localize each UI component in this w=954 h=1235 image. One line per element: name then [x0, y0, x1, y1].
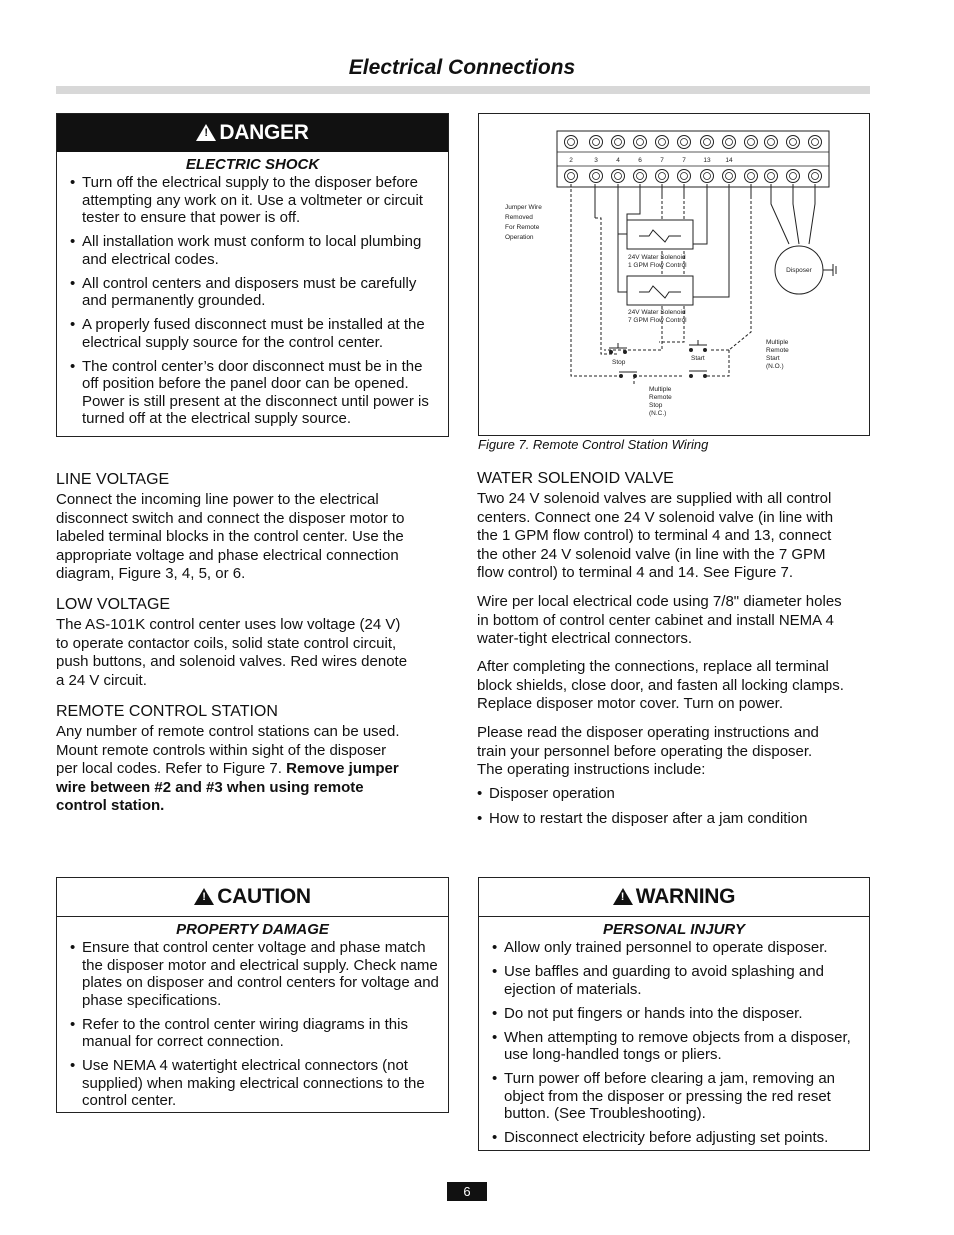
solenoid-2-label: 7 GPM Flow Control — [628, 317, 687, 324]
terminal-screw-icon — [656, 136, 669, 149]
list-item: • All installation work must conform to local plumbing and electrical codes. — [70, 233, 440, 268]
danger-subtitle: ELECTRIC SHOCK — [185, 156, 320, 173]
wiring-diagram-svg — [479, 114, 869, 435]
water-solenoid-para-2: Wire per local electrical code using 7/8" diameter holes in bottom of control center cabinet and install NEMA 4 water-tight electrical connectors. — [477, 593, 842, 648]
terminal-screw-icon — [590, 136, 603, 149]
terminal-screw-icon — [701, 136, 714, 149]
terminal-screw-icon — [678, 170, 691, 183]
terminal-screw-icon — [745, 170, 758, 183]
remote-start-switch-icon — [689, 371, 707, 378]
terminal-label: 4 — [616, 157, 620, 164]
terminal-label: 13 — [703, 157, 711, 164]
warning-header — [479, 878, 869, 917]
solenoid-2-symbol — [627, 276, 693, 305]
terminal-screw-icon — [565, 170, 578, 183]
line-voltage-heading: LINE VOLTAGE — [56, 471, 170, 488]
list-item: • How to restart the disposer after a jam condition — [477, 810, 877, 828]
terminal-screw-icon — [565, 136, 578, 149]
jumper-note-line: Operation — [505, 234, 534, 241]
terminal-label: 7 — [660, 157, 664, 164]
remote-start-label: (N.O.) — [766, 363, 784, 370]
jumper-note-line: Jumper Wire — [505, 204, 542, 211]
terminal-label: 14 — [725, 157, 733, 164]
terminal-screw-icon — [612, 136, 625, 149]
warning-list — [479, 939, 869, 1147]
water-solenoid-para-1: Two 24 V solenoid valves are supplied with all control centers. Connect one 24 V solenoid valve (in line with the 1 GPM flow control) to terminal 4 and 13, connect the other 24 V solenoid valve (in line with the 7 GPM flow control) to terminal 4 and 14. See Figure 7. — [477, 490, 834, 582]
list-item: • The control center’s door disconnect must be in the off position before the panel door can be opened. Power is still present at the disconnect until power is turned off at the electrical supply source. — [70, 358, 440, 428]
line-voltage-text: Connect the incoming line power to the electrical disconnect switch and connect the disposer motor to labeled terminal blocks in the control center. Use the appropriate voltage and phase electrical connection diagram, Figure 3, 4, 5, or 6. — [56, 491, 405, 583]
terminal-screw-icon — [634, 170, 647, 183]
stop-label: Stop — [612, 359, 626, 366]
remote-control-text: Any number of remote control stations can be used. Mount remote controls within sight of the disposer per local codes. Refer to Figure 7. Remove jumper wire between #2 and #3 when using remote control station. — [56, 723, 400, 815]
caution-subtitle: PROPERTY DAMAGE — [176, 921, 329, 938]
caution-label: CAUTION — [217, 885, 311, 908]
list-item: • Use baffles and guarding to avoid splashing and ejection of materials. — [492, 963, 861, 998]
water-solenoid-para-4: Please read the disposer operating instructions and train your personnel before operating the disposer. The operating instructions include: — [477, 724, 819, 779]
list-item: • Allow only trained personnel to operate disposer. — [492, 939, 861, 957]
remote-stop-label: (N.C.) — [649, 410, 667, 417]
operating-instructions-list — [477, 785, 885, 834]
terminal-screw-icon — [701, 170, 714, 183]
caution-header — [57, 878, 448, 917]
stop-switch-icon — [609, 343, 627, 354]
page-title: Electrical Connections — [348, 56, 576, 79]
start-label: Start — [691, 355, 705, 362]
remote-stop-label: Multiple — [649, 386, 672, 393]
list-item: • A properly fused disconnect must be installed at the electrical supply source for the control center. — [70, 316, 440, 351]
warning-triangle-icon — [613, 888, 633, 905]
list-item: • Ensure that control center voltage and phase match the disposer motor and electrical supply. Check name plates on disposer and control centers for voltage and phase specifications. — [70, 939, 440, 1009]
remote-start-label: Multiple — [766, 339, 789, 346]
terminal-label: 7 — [682, 157, 686, 164]
warning-label: WARNING — [635, 885, 736, 908]
terminal-label: 3 — [594, 157, 598, 164]
ground-icon — [823, 264, 836, 276]
danger-list — [57, 174, 448, 428]
water-solenoid-heading: WATER SOLENOID VALVE — [477, 470, 674, 487]
danger-label: DANGER — [219, 121, 309, 144]
terminal-screw-icon — [809, 136, 822, 149]
list-item: • When attempting to remove objects from a disposer, use long-handled tongs or pliers. — [492, 1029, 861, 1064]
danger-box — [56, 113, 449, 437]
figure-caption: Figure 7. Remote Control Station Wiring — [478, 437, 709, 452]
terminal-screw-icon — [787, 136, 800, 149]
terminal-label: 2 — [569, 157, 573, 164]
list-item: • Turn off the electrical supply to the disposer before attempting any work on it. Use a voltmeter or circuit tester to ensure that power is off. — [70, 174, 440, 227]
list-item: • All control centers and disposers must be carefully and permanently grounded. — [70, 275, 440, 310]
title-rule — [56, 86, 870, 94]
terminal-screw-icon — [765, 170, 778, 183]
page-number: 6 — [447, 1182, 487, 1201]
danger-header — [57, 114, 448, 152]
terminal-screw-icon — [723, 136, 736, 149]
terminal-screw-icon — [787, 170, 800, 183]
remote-stop-switch-icon — [619, 372, 637, 378]
terminal-label: 6 — [638, 157, 642, 164]
warning-subtitle: PERSONAL INJURY — [603, 921, 745, 938]
remote-stop-label: Remote — [649, 394, 672, 401]
list-item: • Do not put fingers or hands into the disposer. — [492, 1005, 861, 1023]
caution-box — [56, 877, 449, 1113]
list-item: • Refer to the control center wiring diagrams in this manual for correct connection. — [70, 1016, 440, 1051]
warning-box — [478, 877, 870, 1151]
jumper-note-line: For Remote — [505, 224, 540, 231]
disposer-label: Disposer — [786, 267, 812, 274]
caution-list — [57, 939, 448, 1110]
remote-control-heading: REMOTE CONTROL STATION — [56, 703, 278, 720]
list-item: • Disposer operation — [477, 785, 877, 803]
list-item: • Turn power off before clearing a jam, removing an object from the disposer or pressing the red reset button. (See Troubleshooting). — [492, 1070, 861, 1123]
terminal-screw-icon — [656, 170, 669, 183]
warning-triangle-icon — [196, 124, 216, 141]
jumper-note-line: Removed — [505, 214, 533, 221]
wiring-diagram — [478, 113, 870, 436]
solenoid-2-label: 24V Water Solenoid — [628, 309, 686, 316]
warning-triangle-icon — [194, 888, 214, 905]
list-item: • Use NEMA 4 watertight electrical connectors (not supplied) when making electrical connections to the control center. — [70, 1057, 440, 1110]
low-voltage-text: The AS-101K control center uses low voltage (24 V) to operate contactor coils, solid state control circuit, push buttons, and solenoid valves. Red wires denote a 24 V circuit. — [56, 616, 408, 689]
start-switch-icon — [689, 340, 707, 352]
remote-stop-label: Stop — [649, 402, 663, 409]
solenoid-1-label: 1 GPM Flow Control — [628, 262, 687, 269]
terminal-screw-icon — [678, 136, 691, 149]
solenoid-1-label: 24V Water Solenoid — [628, 254, 686, 261]
low-voltage-heading: LOW VOLTAGE — [56, 596, 171, 613]
terminal-screw-icon — [634, 136, 647, 149]
water-solenoid-para-3: After completing the connections, replace all terminal block shields, close door, and fasten all locking clamps. Replace disposer motor cover. Turn on power. — [477, 658, 844, 713]
terminal-screw-icon — [723, 170, 736, 183]
terminal-screw-icon — [765, 136, 778, 149]
terminal-screw-icon — [590, 170, 603, 183]
terminal-screw-icon — [745, 136, 758, 149]
terminal-screw-icon — [612, 170, 625, 183]
list-item: • Disconnect electricity before adjusting set points. — [492, 1129, 861, 1147]
solenoid-1-symbol — [627, 220, 693, 249]
terminal-screw-icon — [809, 170, 822, 183]
remote-start-label: Start — [766, 355, 780, 362]
remote-start-label: Remote — [766, 347, 789, 354]
